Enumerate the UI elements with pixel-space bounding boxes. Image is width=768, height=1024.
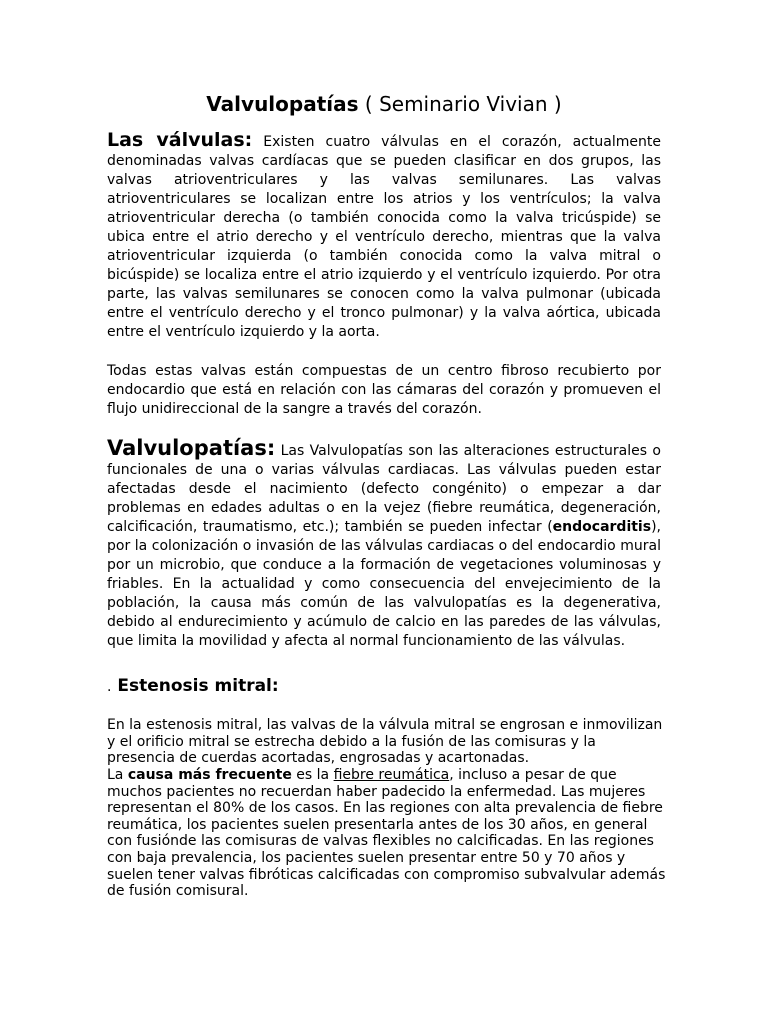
valvulopathies-heading: Valvulopatías: [107, 436, 276, 460]
most-frequent-cause: causa más frecuente [127, 767, 292, 783]
stenosis-paragraph-1: En la estenosis mitral, las valvas de la válvula mitral se engrosan e inmovilizan y el orificio mitral se estrecha debido a la fusión de las comisuras y la presencia de cuerdas acortadas, engrosadas y acartonadas. [107, 717, 663, 767]
stenosis-heading-text: Estenosis mitral: [111, 676, 279, 696]
valvulopathies-body-1: Las Valvulopatías son las alteraciones estructurales o funcionales de una o varias válvulas cardiacas. Las válvulas pueden estar afectadas desde el nacimiento (defecto congénito) o empezar a dar problemas en edades adultas o en la vejez (fiebre reumática, degeneración, calcificación, traumatismo, etc.); también se pueden infectar ( [107, 443, 661, 535]
valvulopathies-body-2: ), por la colonización o invasión de las válvulas cardiacas o del endocardio mural por un microbio, que conduce a la formación de vegetaciones voluminosas y friables. En la actualidad y como consecuencia del envejecimiento de la población, la causa más común de las valvulopatías es la degenerativa, debido al endurecimiento y acúmulo de calcio en las paredes de las válvulas, que limita la movilidad y afecta al normal funcionamiento de las válvulas. [107, 519, 661, 649]
rheumatic-fever-link[interactable]: fiebre reumática [333, 767, 450, 783]
valves-heading: Las válvulas: [107, 129, 253, 151]
document-title [0, 90, 768, 118]
fibrous-paragraph: Todas estas valvas están compuestas de un centro fibroso recubierto por endocardio que está en relación con las cámaras del corazón y promueven el flujo unidireccional de la sangre a través del corazón. [107, 363, 661, 417]
valves-paragraph [107, 131, 661, 342]
valvulopathies-paragraph [107, 436, 661, 651]
stenosis-paragraph-2 [107, 767, 667, 900]
stenosis-bullet: . [107, 679, 112, 695]
stenosis-p2-a: La [107, 767, 128, 783]
title-main: Valvulopatías [206, 92, 359, 116]
valves-body: Existen cuatro válvulas en el corazón, actualmente denominadas valvas cardíacas que se pueden clasificar en dos grupos, las valvas atrioventriculares y las valvas semilunares. Las valvas atrioventriculares se localizan entre los atrios y los ventrículos; la valva atrioventricular derecha (o también conocida como la valva tricúspide) se ubica entre el atrio derecho y el ventrículo derecho, mientras que la valva atrioventricular izquierda (o también conocida como la valva mitral o bicúspide) se localiza entre el atrio izquierdo y el ventrículo izquierdo. Por otra parte, las valvas semilunares se conocen como la valva pulmonar (ubicada entre el ventrículo derecho y el tronco pulmonar) y la valva aórtica, ubicada entre el ventrículo izquierdo y la aorta. [107, 134, 661, 340]
stenosis-p2-c: , incluso a pesar de que muchos pacientes no recuerdan haber padecido la enfermedad. Las mujeres representan el 80% de los casos. En las regiones con alta prevalencia de fiebre reumática, los pacientes suelen presentarla antes de los 30 años, en general con fusiónde las comisuras de valvas flexibles no calcificadas. En las regiones con baja prevalencia, los pacientes suelen presentar entre 50 y 70 años y suelen tener valvas fibróticas calcificadas con compromiso subvalvular además de fusión comisural. [107, 767, 666, 900]
stenosis-heading [107, 674, 279, 699]
endocarditis-term: endocarditis [552, 519, 652, 535]
title-subtitle: ( Seminario Vivian ) [358, 92, 562, 116]
stenosis-p2-b: es la [291, 767, 334, 783]
